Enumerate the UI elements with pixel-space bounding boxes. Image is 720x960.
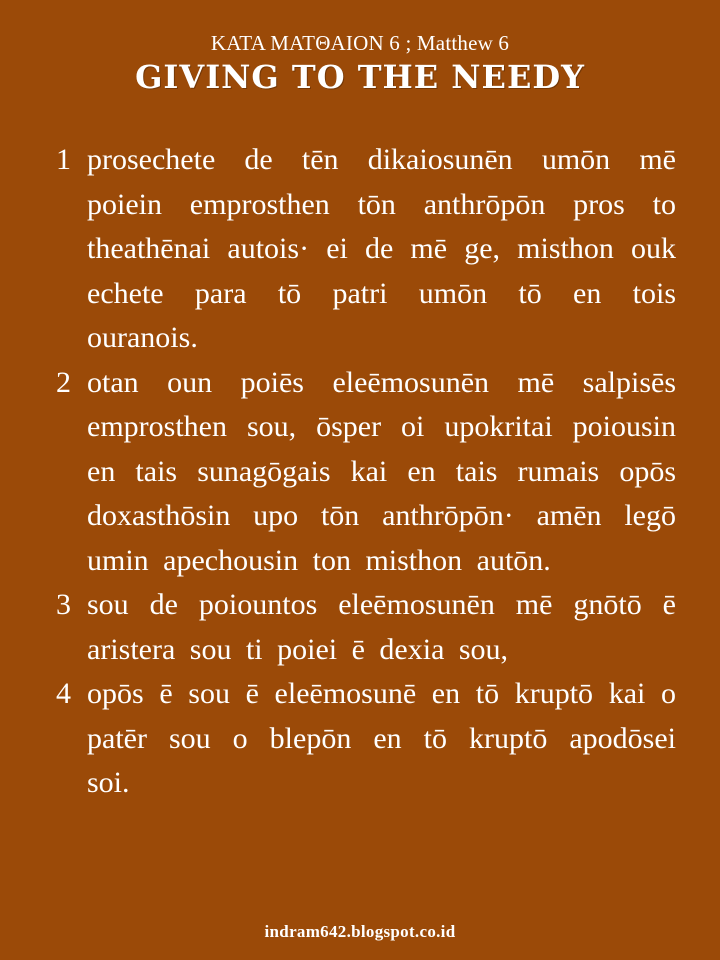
- verse-1: [56, 138, 676, 361]
- verse-2: [56, 361, 676, 584]
- verse-number: 2: [56, 365, 71, 399]
- verse-4: [56, 672, 676, 806]
- verse-number: 4: [56, 677, 71, 710]
- verse-text: otan oun poiēs eleēmosunēn mē salpisēs emprosthen sou, ōsper oi upokritai poiousin en tais sunagōgais kai en tais rumais opōs doxasthōsin upo tōn anthrōpōn· amēn legō umin apechousin ton misthon autōn.: [87, 365, 676, 577]
- verse-number: 3: [56, 588, 71, 621]
- page-title: GIVING TO THE NEEDY: [135, 58, 585, 96]
- verse-list: [56, 138, 676, 806]
- watermark-text: indram642.blogspot.co.id: [264, 922, 456, 941]
- page-header: [0, 30, 720, 96]
- verse-3: [56, 583, 676, 672]
- verse-number: 1: [56, 143, 71, 176]
- verse-text: prosechete de tēn dikaiosunēn umōn mē poiein emprosthen tōn anthrōpōn pros to theathēnai autois· ei de mē ge, misthon ouk echete para tō patri umōn tō en tois ouranois.: [87, 143, 676, 354]
- verse-text: sou de poiountos eleēmosunēn mē gnōtō ē aristera sou ti poiei ē dexia sou,: [87, 588, 676, 666]
- verse-text: opōs ē sou ē eleēmosunē en tō kruptō kai o patēr sou o blepōn en tō kruptō apodōsei soi.: [87, 677, 676, 799]
- chapter-reference: KATA MATΘAION 6 ; Matthew 6: [210, 31, 510, 55]
